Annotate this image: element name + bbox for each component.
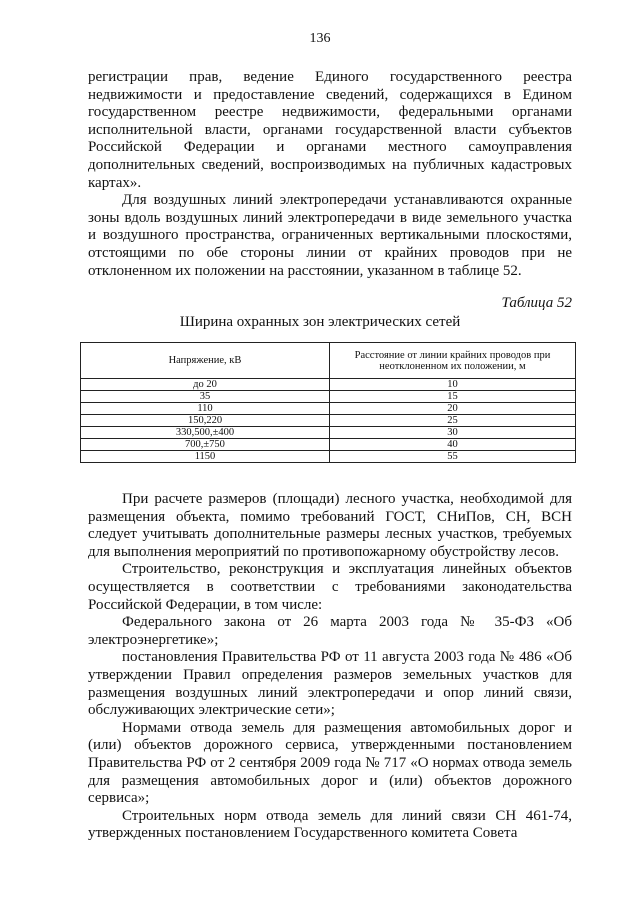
protection-zones-table — [80, 342, 576, 463]
header-voltage: Напряжение, кВ — [81, 343, 330, 379]
cell-distance: 55 — [330, 451, 576, 463]
cell-distance: 20 — [330, 403, 576, 415]
page-number: 136 — [309, 31, 331, 46]
table-row — [81, 379, 576, 391]
paragraph-federal-law: Федерального закона от 26 марта 2003 года № 35-ФЗ «Об электроэнергетике»; — [88, 614, 572, 648]
cell-voltage: 150,220 — [81, 415, 330, 427]
cell-voltage: 330,500,±400 — [81, 427, 330, 439]
cell-distance: 25 — [330, 415, 576, 427]
paragraph-construction: Строительство, реконструкция и эксплуатация линейных объектов осуществляется в соответствии с требованиями законодательства Российской Федерации, в том числе: — [88, 561, 572, 613]
bottom-text-block — [88, 491, 572, 843]
cell-voltage: 110 — [81, 403, 330, 415]
cell-distance: 15 — [330, 391, 576, 403]
cell-distance: 10 — [330, 379, 576, 391]
table-header-row — [81, 343, 576, 379]
paragraph-norms-717: Нормами отвода земель для размещения автомобильных дорог и (или) объектов дорожного сервиса, утвержденными постановлением Правительства РФ от 2 сентября 2009 года № 717 «О нормах отвода земель для размещения автомобильных дорог и (или) объектов дорожного сервиса»; — [88, 719, 572, 807]
paragraph-power-lines: Для воздушных линий электропередачи устанавливаются охранные зоны вдоль воздушных линий электропередачи в виде земельного участка и воздушного пространства, ограниченных вертикальными плоскостями, отстоящими по обе стороны линии от крайних проводов при не отклоненном их положении на расстоянии, указанном в таблице 52. — [88, 192, 572, 279]
table-row — [81, 451, 576, 463]
paragraph-registration-end: регистрации прав, ведение Единого государственного реестра недвижимости и предоставление сведений, содержащихся в Едином государственном реестре недвижимости, федеральными органами исполнительной власти, органами государственной власти субъектов Российской Федерации и органами местного самоуправления дополнительных сведений, воспроизводимых на публичных кадастровых картах». — [88, 69, 572, 191]
table-row — [81, 391, 576, 403]
paragraph-sn-461: Строительных норм отвода земель для линий связи СН 461-74, утвержденных постановлением Государственного комитета Совета — [88, 807, 572, 842]
cell-voltage: до 20 — [81, 379, 330, 391]
cell-distance: 30 — [330, 427, 576, 439]
table-row — [81, 439, 576, 451]
top-text-block — [88, 69, 572, 280]
cell-voltage: 700,±750 — [81, 439, 330, 451]
cell-distance: 40 — [330, 439, 576, 451]
table-label: Таблица 52 — [501, 295, 572, 311]
table-row — [81, 427, 576, 439]
table-title: Ширина охранных зон электрических сетей — [179, 314, 461, 330]
header-distance: Расстояние от линии крайних проводов при неотклоненном их положении, м — [330, 343, 576, 379]
table-row — [81, 403, 576, 415]
paragraph-forest-plot: При расчете размеров (площади) лесного участка, необходимой для размещения объекта, помимо требований ГОСТ, СНиПов, СН, ВСН следует учитывать дополнительные размеры лесных участков, требуемых для выполнения мероприятий по противопожарному обустройству лесов. — [88, 491, 572, 560]
paragraph-resolution-486: постановления Правительства РФ от 11 августа 2003 года № 486 «Об утверждении Правил определения размеров земельных участков для размещения воздушных линий электропередачи и опор линий связи, обслуживающих электрические сети»; — [88, 649, 572, 719]
table-row — [81, 415, 576, 427]
cell-voltage: 35 — [81, 391, 330, 403]
cell-voltage: 1150 — [81, 451, 330, 463]
